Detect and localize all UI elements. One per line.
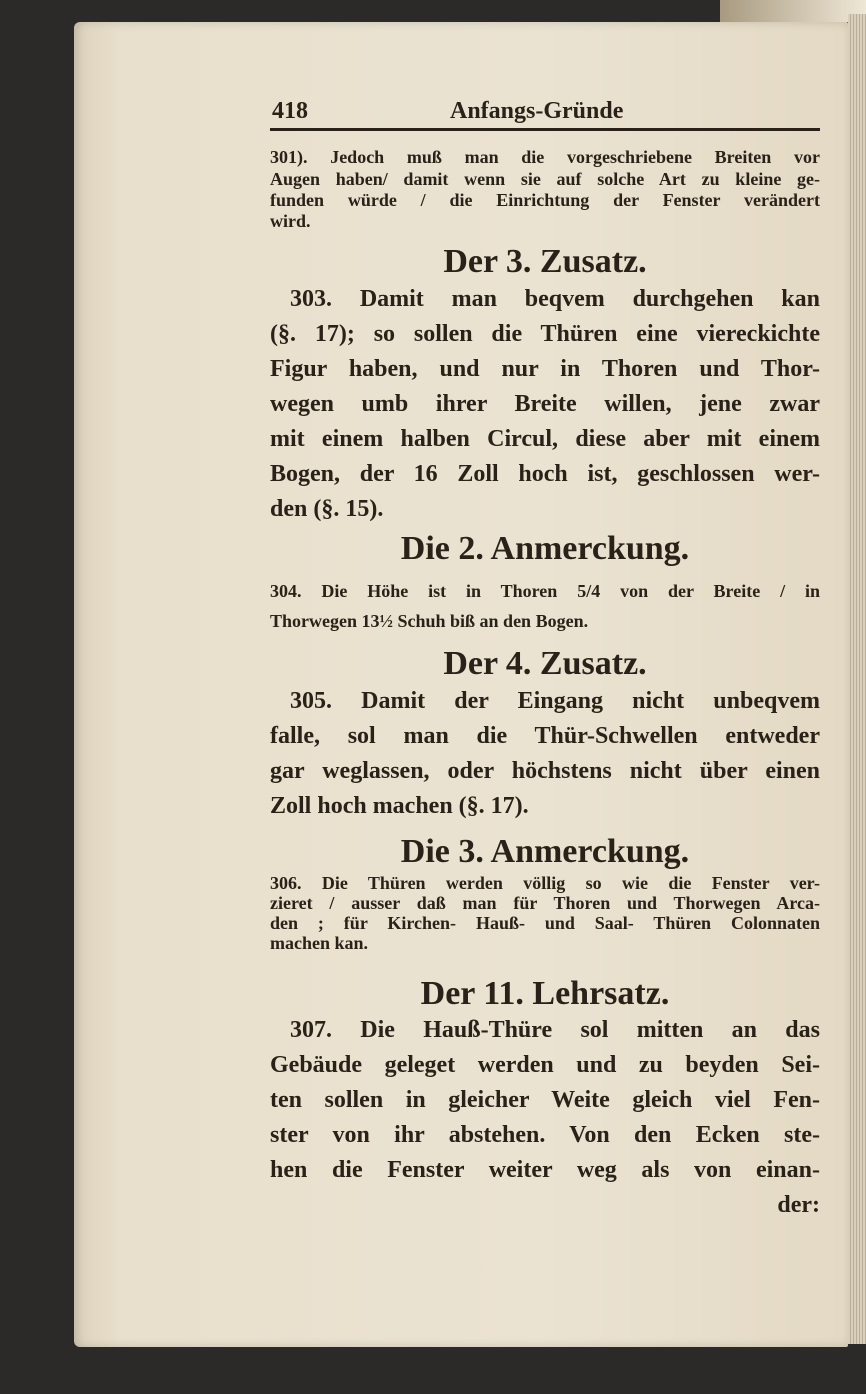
running-title: Anfangs-Gründe bbox=[450, 98, 624, 124]
text-line: Figur haben, und nur in Thoren und Thor- bbox=[270, 356, 820, 382]
text-line: den (§. 15). bbox=[270, 496, 384, 522]
text-line: hen die Fenster weiter weg als von einan- bbox=[270, 1157, 820, 1183]
text-line: Augen haben/ damit wenn sie auf solche Art zu kleine ge- bbox=[270, 169, 820, 189]
book-edge-corner bbox=[720, 0, 866, 22]
text-line: Zoll hoch machen (§. 17). bbox=[270, 793, 529, 819]
text-line: wird. bbox=[270, 211, 311, 231]
text-line: falle, sol man die Thür-Schwellen entweder bbox=[270, 723, 820, 749]
page-edges bbox=[848, 14, 866, 1344]
text-line: ten sollen in gleicher Weite gleich viel Fen- bbox=[270, 1087, 820, 1113]
text-line: Thorwegen 13½ Schuh biß an den Bogen. bbox=[270, 611, 589, 631]
section-heading: Der 4. Zusatz. bbox=[443, 645, 647, 682]
text-line: gar weglassen, oder höchstens nicht über einen bbox=[270, 758, 820, 784]
text-line: 305. Damit der Eingang nicht unbeqvem bbox=[290, 688, 820, 714]
header-rule bbox=[270, 128, 820, 131]
section-heading: Die 3. Anmerckung. bbox=[400, 833, 690, 870]
text-line: 307. Die Hauß-Thüre sol mitten an das bbox=[290, 1017, 820, 1043]
text-line: den ; für Kirchen- Hauß- und Saal- Thüren Colonnaten bbox=[270, 913, 820, 933]
text-line: zieret / ausser daß man für Thoren und Thorwegen Arca- bbox=[270, 893, 820, 913]
text-line: der: bbox=[777, 1192, 820, 1218]
text-line: mit einem halben Circul, diese aber mit einem bbox=[270, 426, 820, 452]
text-line: Bogen, der 16 Zoll hoch ist, geschlossen wer- bbox=[270, 461, 820, 487]
section-heading: Die 2. Anmerckung. bbox=[400, 530, 690, 567]
text-line: 303. Damit man beqvem durchgehen kan bbox=[290, 286, 820, 312]
text-line: ster von ihr abstehen. Von den Ecken ste- bbox=[270, 1122, 820, 1148]
text-line: Gebäude geleget werden und zu beyden Sei- bbox=[270, 1052, 820, 1078]
section-heading: Der 3. Zusatz. bbox=[443, 243, 647, 280]
text-line: 301). Jedoch muß man die vorgeschriebene Breiten vor bbox=[270, 147, 820, 167]
text-line: 306. Die Thüren werden völlig so wie die Fenster ver- bbox=[270, 873, 820, 893]
text-line: (§. 17); so sollen die Thüren eine viereckichte bbox=[270, 321, 820, 347]
text-line: wegen umb ihrer Breite willen, jene zwar bbox=[270, 391, 820, 417]
text-line: funden würde / die Einrichtung der Fenster verändert bbox=[270, 190, 820, 210]
section-heading: Der 11. Lehrsatz. bbox=[420, 975, 670, 1012]
page-number: 418 bbox=[272, 98, 308, 124]
text-line: 304. Die Höhe ist in Thoren 5/4 von der Breite / in bbox=[270, 581, 820, 601]
text-line: machen kan. bbox=[270, 933, 369, 953]
